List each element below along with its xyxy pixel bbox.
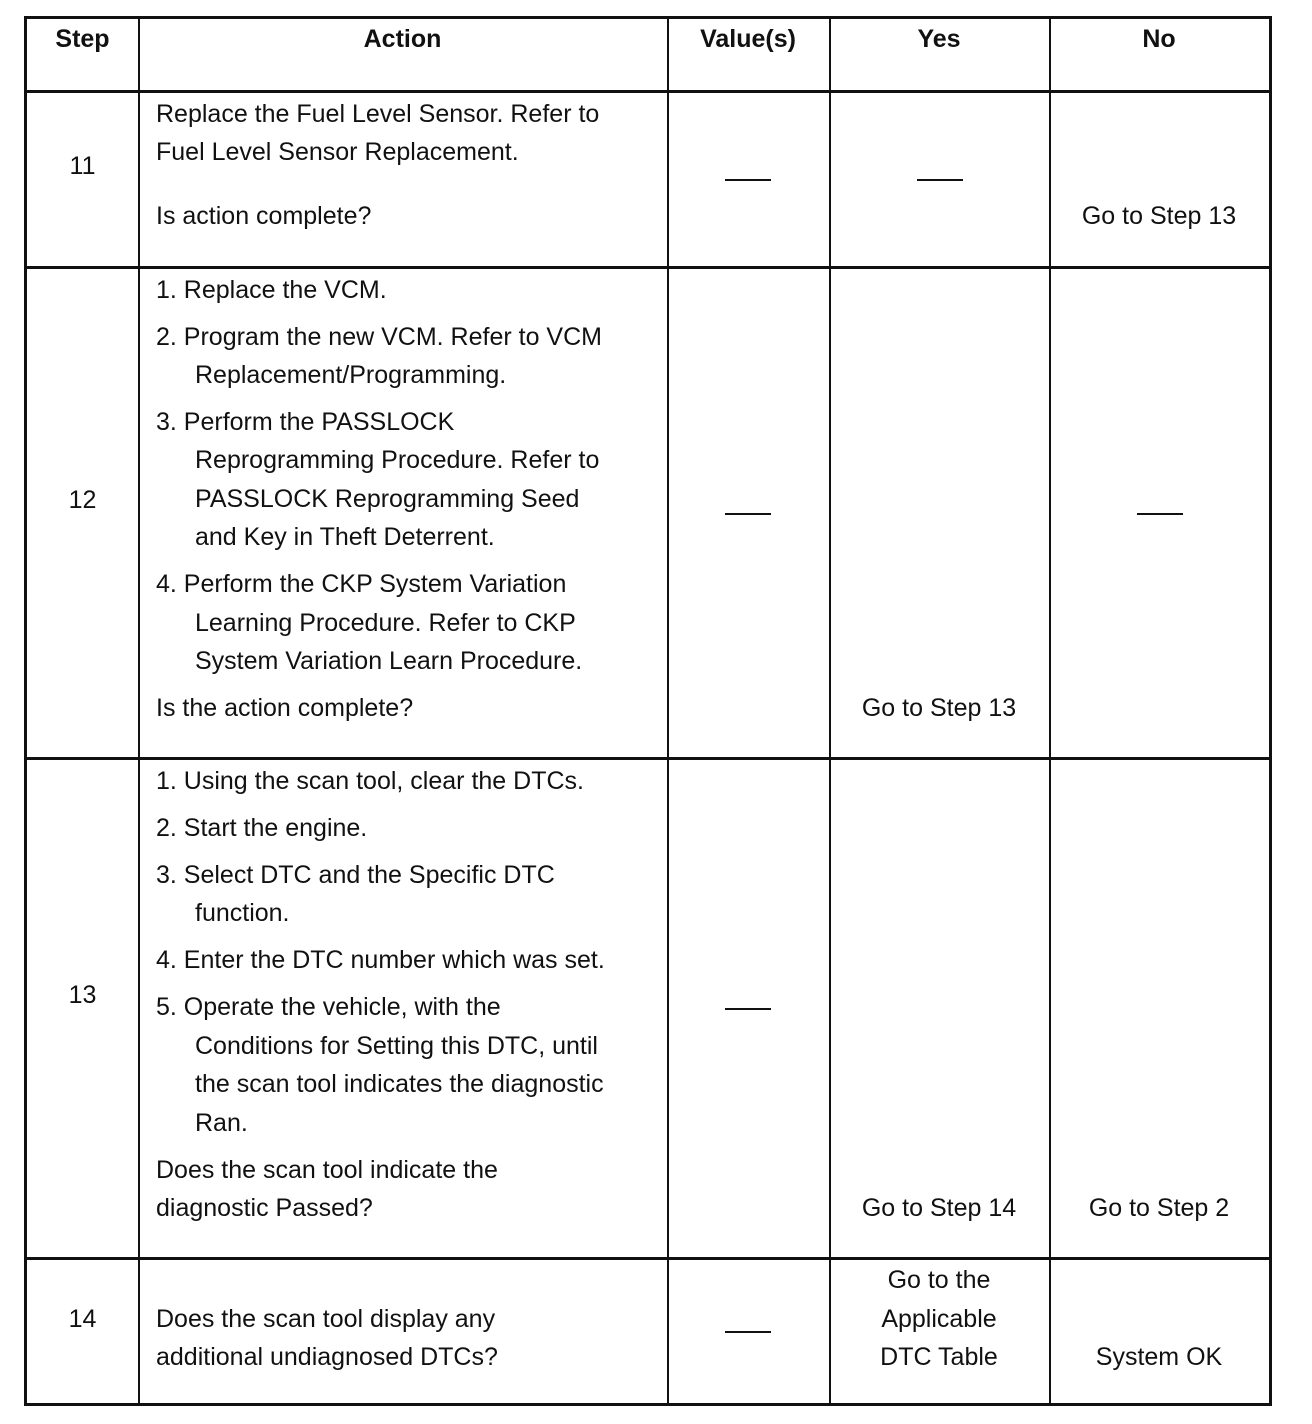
yes-result: Go to Step 14 bbox=[861, 1194, 1017, 1222]
action-item: 2. Start the engine. bbox=[156, 814, 368, 842]
action-question: Does the scan tool indicate the bbox=[156, 1156, 498, 1184]
action-item: 3. Select DTC and the Specific DTC bbox=[156, 861, 555, 889]
action-item: 2. Program the new VCM. Refer to VCM bbox=[156, 323, 602, 351]
action-line: Does the scan tool display any bbox=[156, 1305, 496, 1333]
yes-result: DTC Table bbox=[880, 1343, 998, 1371]
action-item-cont: Reprogramming Procedure. Refer to bbox=[195, 446, 600, 474]
action-line: Replace the Fuel Level Sensor. Refer to bbox=[156, 100, 600, 128]
values-dash bbox=[725, 513, 771, 515]
column-divider bbox=[667, 19, 669, 1403]
action-question: Is the action complete? bbox=[156, 694, 414, 722]
action-item-cont: function. bbox=[195, 899, 290, 927]
no-result: Go to Step 2 bbox=[1088, 1194, 1230, 1222]
yes-dash bbox=[917, 179, 963, 181]
no-result: System OK bbox=[1095, 1343, 1223, 1371]
yes-result: Go to the bbox=[887, 1266, 991, 1294]
action-question: diagnostic Passed? bbox=[156, 1194, 373, 1222]
header-values: Value(s) bbox=[700, 25, 796, 53]
action-item: 3. Perform the PASSLOCK bbox=[156, 408, 455, 436]
yes-result: Go to Step 13 bbox=[861, 694, 1017, 722]
header-no: No bbox=[1142, 25, 1176, 53]
row-divider bbox=[27, 266, 1269, 269]
row-divider bbox=[27, 1257, 1269, 1260]
action-item-cont: the scan tool indicates the diagnostic bbox=[195, 1070, 604, 1098]
action-item-cont: Replacement/Programming. bbox=[195, 361, 507, 389]
column-divider bbox=[138, 19, 140, 1403]
step-number: 14 bbox=[68, 1305, 97, 1333]
step-number: 13 bbox=[68, 981, 97, 1009]
row-divider bbox=[27, 757, 1269, 760]
action-line: additional undiagnosed DTCs? bbox=[156, 1343, 498, 1371]
action-line: Fuel Level Sensor Replacement. bbox=[156, 138, 519, 166]
action-item: 4. Perform the CKP System Variation bbox=[156, 570, 567, 598]
action-item-cont: Conditions for Setting this DTC, until bbox=[195, 1032, 598, 1060]
action-item-cont: Learning Procedure. Refer to CKP bbox=[195, 609, 576, 637]
step-number: 12 bbox=[68, 486, 97, 514]
action-item: 4. Enter the DTC number which was set. bbox=[156, 946, 605, 974]
action-item-cont: Ran. bbox=[195, 1109, 248, 1137]
no-result: Go to Step 13 bbox=[1081, 202, 1237, 230]
action-item-cont: and Key in Theft Deterrent. bbox=[195, 523, 495, 551]
no-dash bbox=[1137, 513, 1183, 515]
values-dash bbox=[725, 1008, 771, 1010]
action-item: 1. Using the scan tool, clear the DTCs. bbox=[156, 767, 584, 795]
header-action: Action bbox=[363, 25, 442, 53]
action-question: Is action complete? bbox=[156, 202, 372, 230]
action-item-cont: PASSLOCK Reprogramming Seed bbox=[195, 485, 580, 513]
action-item: 5. Operate the vehicle, with the bbox=[156, 993, 501, 1021]
header-step: Step bbox=[55, 25, 110, 53]
diagnostic-table bbox=[24, 16, 1272, 1406]
values-dash bbox=[725, 1331, 771, 1333]
yes-result: Applicable bbox=[881, 1305, 997, 1333]
action-item: 1. Replace the VCM. bbox=[156, 276, 387, 304]
header-yes: Yes bbox=[917, 25, 961, 53]
values-dash bbox=[725, 179, 771, 181]
action-item-cont: System Variation Learn Procedure. bbox=[195, 647, 583, 675]
row-divider bbox=[27, 90, 1269, 93]
step-number: 11 bbox=[69, 152, 96, 180]
